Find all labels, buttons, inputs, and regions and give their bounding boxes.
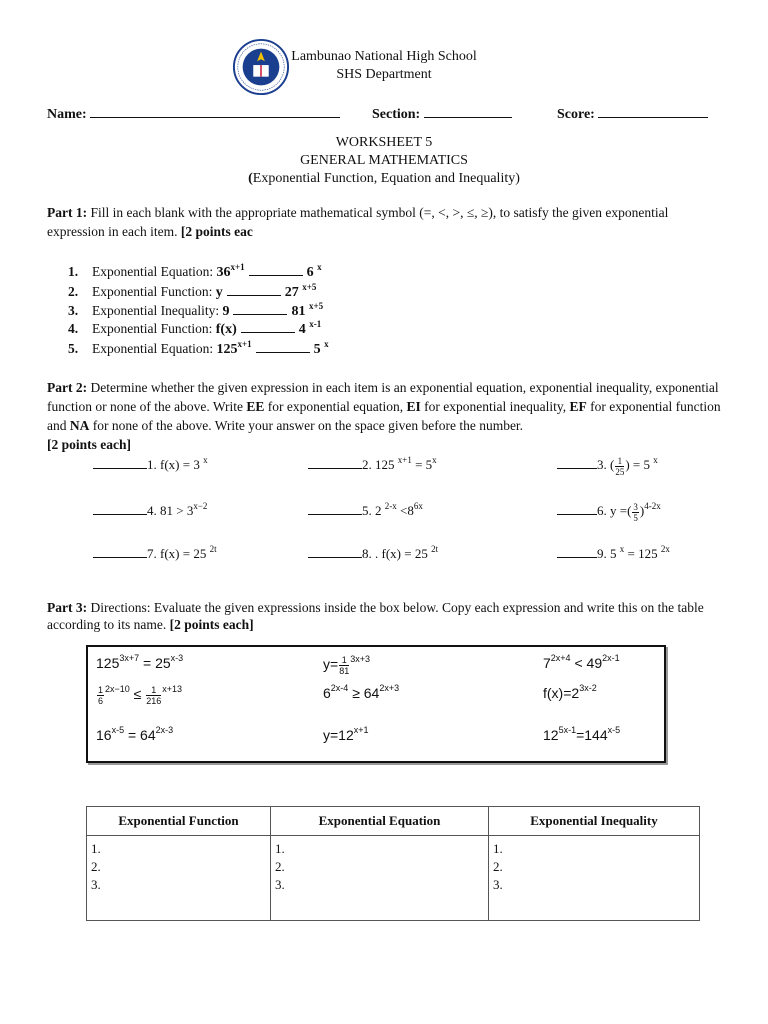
row-num: 1. xyxy=(493,841,503,856)
numerator: 1 xyxy=(146,685,161,696)
part2-item xyxy=(557,545,670,562)
left-expression xyxy=(216,339,252,357)
base: 3. ( xyxy=(597,457,615,473)
worksheet-title: WORKSHEET 5 xyxy=(335,135,433,150)
right-expression xyxy=(298,319,322,337)
exponent: 3x+7 xyxy=(119,653,140,663)
part3-text: Directions: Evaluate the given expressions inside the box below. Copy each expression and write this on the table according to its name. xyxy=(47,600,704,632)
part2-item xyxy=(557,502,661,523)
left-expression xyxy=(216,262,245,280)
base: ) xyxy=(639,503,645,519)
exponent: x xyxy=(653,455,658,466)
exponent: x+1 xyxy=(397,455,412,465)
score-field[interactable] xyxy=(557,103,708,123)
t: for none of the above. Write your answer on the space given before the number. xyxy=(89,418,524,433)
score-label: Score: xyxy=(557,107,595,122)
part1-item xyxy=(68,320,321,338)
exponent: x xyxy=(317,262,322,272)
item-expression xyxy=(597,546,670,561)
exponent: x-3 xyxy=(170,653,184,663)
item-expression xyxy=(362,546,438,561)
base: < 49 xyxy=(570,655,603,671)
function-answers[interactable] xyxy=(87,836,271,921)
base: 7. f(x) = 25 xyxy=(147,546,210,561)
base: 125 xyxy=(96,655,120,671)
code-ee: EE xyxy=(246,399,265,414)
topic-subtitle xyxy=(0,171,768,187)
base: ) = 5 xyxy=(625,457,654,473)
base: 8. . f(x) = 25 xyxy=(362,546,432,561)
exponent: x-5 xyxy=(111,725,125,735)
base: 6 xyxy=(323,685,331,701)
exponent: x xyxy=(432,455,437,465)
fraction xyxy=(339,655,349,676)
base: = 64 xyxy=(124,727,156,743)
exponent: 2x-4 xyxy=(330,683,349,693)
box-expression xyxy=(96,655,183,671)
part2-item xyxy=(93,456,208,473)
subject-title: GENERAL MATHEMATICS xyxy=(300,153,468,168)
exponent: x+1 xyxy=(237,339,252,349)
part1-item xyxy=(68,283,316,301)
box-expression xyxy=(543,685,597,701)
base: = 125 xyxy=(624,546,661,561)
row-num: 2. xyxy=(493,859,503,874)
exponent: x xyxy=(203,455,208,465)
base: 16 xyxy=(96,727,112,743)
answer-blank[interactable] xyxy=(557,456,597,469)
base: 2. 125 xyxy=(362,457,398,472)
item-expression xyxy=(362,457,437,472)
section-line[interactable] xyxy=(424,103,512,118)
exponent: x−2 xyxy=(193,501,208,511)
box-expression xyxy=(323,655,370,676)
part2-item xyxy=(93,545,217,562)
exponent: 2x xyxy=(660,544,670,554)
box-expression xyxy=(323,727,369,743)
right-expression xyxy=(284,282,317,300)
left-expression xyxy=(216,285,223,300)
base: 4 xyxy=(298,322,310,337)
section-field[interactable] xyxy=(372,103,512,123)
row-num: 3. xyxy=(91,877,101,892)
exponent: x xyxy=(324,339,329,349)
department-name: SHS Department xyxy=(336,67,432,82)
exponent: x-1 xyxy=(309,319,322,329)
fraction xyxy=(615,456,624,477)
item-number: 4. xyxy=(68,321,79,336)
base: 5. 2 xyxy=(362,503,385,518)
code-na: NA xyxy=(69,418,90,433)
denominator: 5 xyxy=(633,513,638,523)
part2-item xyxy=(308,502,423,519)
base: f(x)=2 xyxy=(543,685,580,701)
part2-instructions xyxy=(47,378,727,454)
answer-blank[interactable] xyxy=(93,502,147,515)
exponent: 2x-1 xyxy=(602,653,620,663)
right-expression xyxy=(313,339,329,357)
part2-item xyxy=(557,456,658,477)
answer-blank[interactable] xyxy=(308,502,362,515)
base: f(x) xyxy=(215,322,237,337)
code-ef: EF xyxy=(569,399,587,414)
answer-blank[interactable] xyxy=(241,320,295,333)
base: ≤ xyxy=(129,686,146,703)
part3-instructions xyxy=(47,599,727,633)
item-expression xyxy=(147,503,207,518)
t: for exponential inequality, xyxy=(420,399,570,414)
equation-answers[interactable] xyxy=(271,836,489,921)
answer-blank[interactable] xyxy=(93,456,147,469)
box-expression xyxy=(323,685,399,701)
exponent: 2x−10 xyxy=(105,684,130,695)
item-label: Exponential Function: xyxy=(92,321,216,336)
answer-table xyxy=(86,806,700,921)
box-expression xyxy=(96,727,173,743)
right-expression xyxy=(306,262,322,280)
item-expression xyxy=(597,455,658,477)
name-label: Name: xyxy=(47,107,87,122)
base: <8 xyxy=(396,503,414,518)
part1-item xyxy=(68,263,322,281)
item-number: 2. xyxy=(68,284,79,299)
name-line[interactable] xyxy=(90,103,340,118)
exponent: x+13 xyxy=(162,684,183,695)
answer-blank[interactable] xyxy=(308,545,362,558)
row-num: 2. xyxy=(275,859,285,874)
base: 36 xyxy=(216,265,231,280)
left-expression xyxy=(216,322,237,337)
header-inequality: Exponential Inequality xyxy=(489,807,700,836)
section-label: Section: xyxy=(372,107,421,122)
part2-item xyxy=(93,502,207,519)
box-expression xyxy=(543,655,620,671)
answer-blank[interactable] xyxy=(557,502,597,515)
item-label: Exponential Inequality: xyxy=(92,303,223,318)
t: for exponential equation, xyxy=(264,399,407,414)
item-number: 1. xyxy=(68,264,79,279)
exponent: 2t xyxy=(209,544,217,554)
item-label: Exponential Function: xyxy=(92,284,216,299)
answer-blank[interactable] xyxy=(93,545,147,558)
exponent: x+5 xyxy=(308,301,324,311)
base: ≥ 64 xyxy=(348,685,380,701)
exponent: 3x-2 xyxy=(579,683,597,693)
part1-item xyxy=(68,340,329,358)
row-num: 1. xyxy=(91,841,101,856)
base: 12 xyxy=(543,727,559,743)
base: 125 xyxy=(216,342,238,357)
item-label: Exponential Equation: xyxy=(92,264,217,279)
denominator: 81 xyxy=(339,666,350,676)
part3-label: Part 3: xyxy=(47,600,88,615)
base: = 25 xyxy=(139,655,171,671)
denominator: 216 xyxy=(146,696,162,706)
fraction xyxy=(632,502,639,523)
base: y xyxy=(215,285,223,300)
answer-blank[interactable] xyxy=(227,283,281,296)
item-expression xyxy=(597,501,661,523)
topic-text: Exponential Function, Equation and Inequality) xyxy=(252,171,520,186)
base: 1. f(x) = 3 xyxy=(147,457,204,472)
base: 6. y =( xyxy=(597,503,632,519)
base: 6 xyxy=(306,265,318,280)
left-expression xyxy=(222,304,229,319)
base: 5 xyxy=(313,342,325,357)
row-num: 2. xyxy=(91,859,101,874)
answer-blank[interactable] xyxy=(308,456,362,469)
numerator: 3 xyxy=(633,502,638,512)
base: y= xyxy=(323,656,339,673)
exponent: 4-2x xyxy=(644,501,661,512)
part2-label: Part 2: xyxy=(47,380,88,395)
base: 81 xyxy=(291,304,309,319)
row-num: 3. xyxy=(493,877,503,892)
name-field[interactable] xyxy=(47,103,340,123)
base: = 5 xyxy=(411,457,433,472)
exponent: x+1 xyxy=(230,262,245,272)
part2-item xyxy=(308,545,438,562)
part2-item xyxy=(308,456,437,473)
answer-blank[interactable] xyxy=(557,545,597,558)
answer-blank[interactable] xyxy=(256,340,310,353)
school-name: Lambunao National High School xyxy=(291,49,477,64)
numerator: 1 xyxy=(98,685,104,695)
exponent: x xyxy=(619,544,625,554)
part1-label: Part 1: xyxy=(47,205,88,220)
item-expression xyxy=(147,546,217,561)
paren: ( xyxy=(248,171,253,186)
item-expression xyxy=(147,457,208,472)
exponent: x-5 xyxy=(607,725,621,735)
base: 7 xyxy=(543,655,551,671)
part1-points: [2 points eac xyxy=(180,224,253,239)
expressions-box xyxy=(86,645,666,763)
base: 9 xyxy=(222,304,230,319)
exponent: 6x xyxy=(413,501,423,511)
numerator: 1 xyxy=(339,655,349,666)
base: 9. 5 xyxy=(597,546,620,561)
base: =144 xyxy=(576,727,608,743)
exponent: x+1 xyxy=(353,725,369,735)
fraction xyxy=(146,685,161,706)
denominator: 25 xyxy=(615,467,625,477)
item-label: Exponential Equation: xyxy=(92,341,217,356)
header-equation: Exponential Equation xyxy=(271,807,489,836)
fraction xyxy=(97,685,104,706)
base: 4. 81 > 3 xyxy=(147,503,194,518)
numerator: 1 xyxy=(615,456,624,467)
part3-points: [2 points each] xyxy=(169,617,254,632)
item-number: 5. xyxy=(68,341,79,356)
exponent: 2x-3 xyxy=(155,725,174,735)
exponent: 5x-1 xyxy=(558,725,577,735)
exponent: 2x+3 xyxy=(379,683,400,693)
row-num: 3. xyxy=(275,877,285,892)
item-number: 3. xyxy=(68,303,79,318)
base: y=12 xyxy=(323,727,354,743)
box-expression xyxy=(543,727,620,743)
box-expression xyxy=(96,685,182,706)
code-ei: EI xyxy=(406,399,421,414)
part1-item xyxy=(68,302,323,320)
part1-text: Fill in each blank with the appropriate mathematical symbol (=, <, >, ≤, ≥), to satisfy the given exponential expression in each item. xyxy=(47,205,669,239)
exponent: 2-x xyxy=(384,501,397,511)
part2-points: [2 points each] xyxy=(47,437,131,452)
header-function: Exponential Function xyxy=(87,807,271,836)
exponent: 2t xyxy=(431,544,439,554)
part1-instructions xyxy=(47,203,727,241)
denominator: 6 xyxy=(98,696,104,706)
score-line[interactable] xyxy=(598,103,708,118)
right-expression xyxy=(291,301,324,319)
t: for exponential function and xyxy=(47,399,721,433)
item-expression xyxy=(362,503,423,518)
t: Determine whether the given expression in each item is an exponential equation, exponential inequality, exponential function or none of the above. Write xyxy=(47,380,719,414)
row-num: 1. xyxy=(275,841,285,856)
answer-blank[interactable] xyxy=(249,263,303,276)
exponent: 3x+3 xyxy=(350,654,370,665)
answer-blank[interactable] xyxy=(233,302,287,315)
inequality-answers[interactable] xyxy=(489,836,700,921)
exponent: x+5 xyxy=(302,282,317,292)
exponent: 2x+4 xyxy=(550,653,571,663)
base: 27 xyxy=(284,285,303,300)
